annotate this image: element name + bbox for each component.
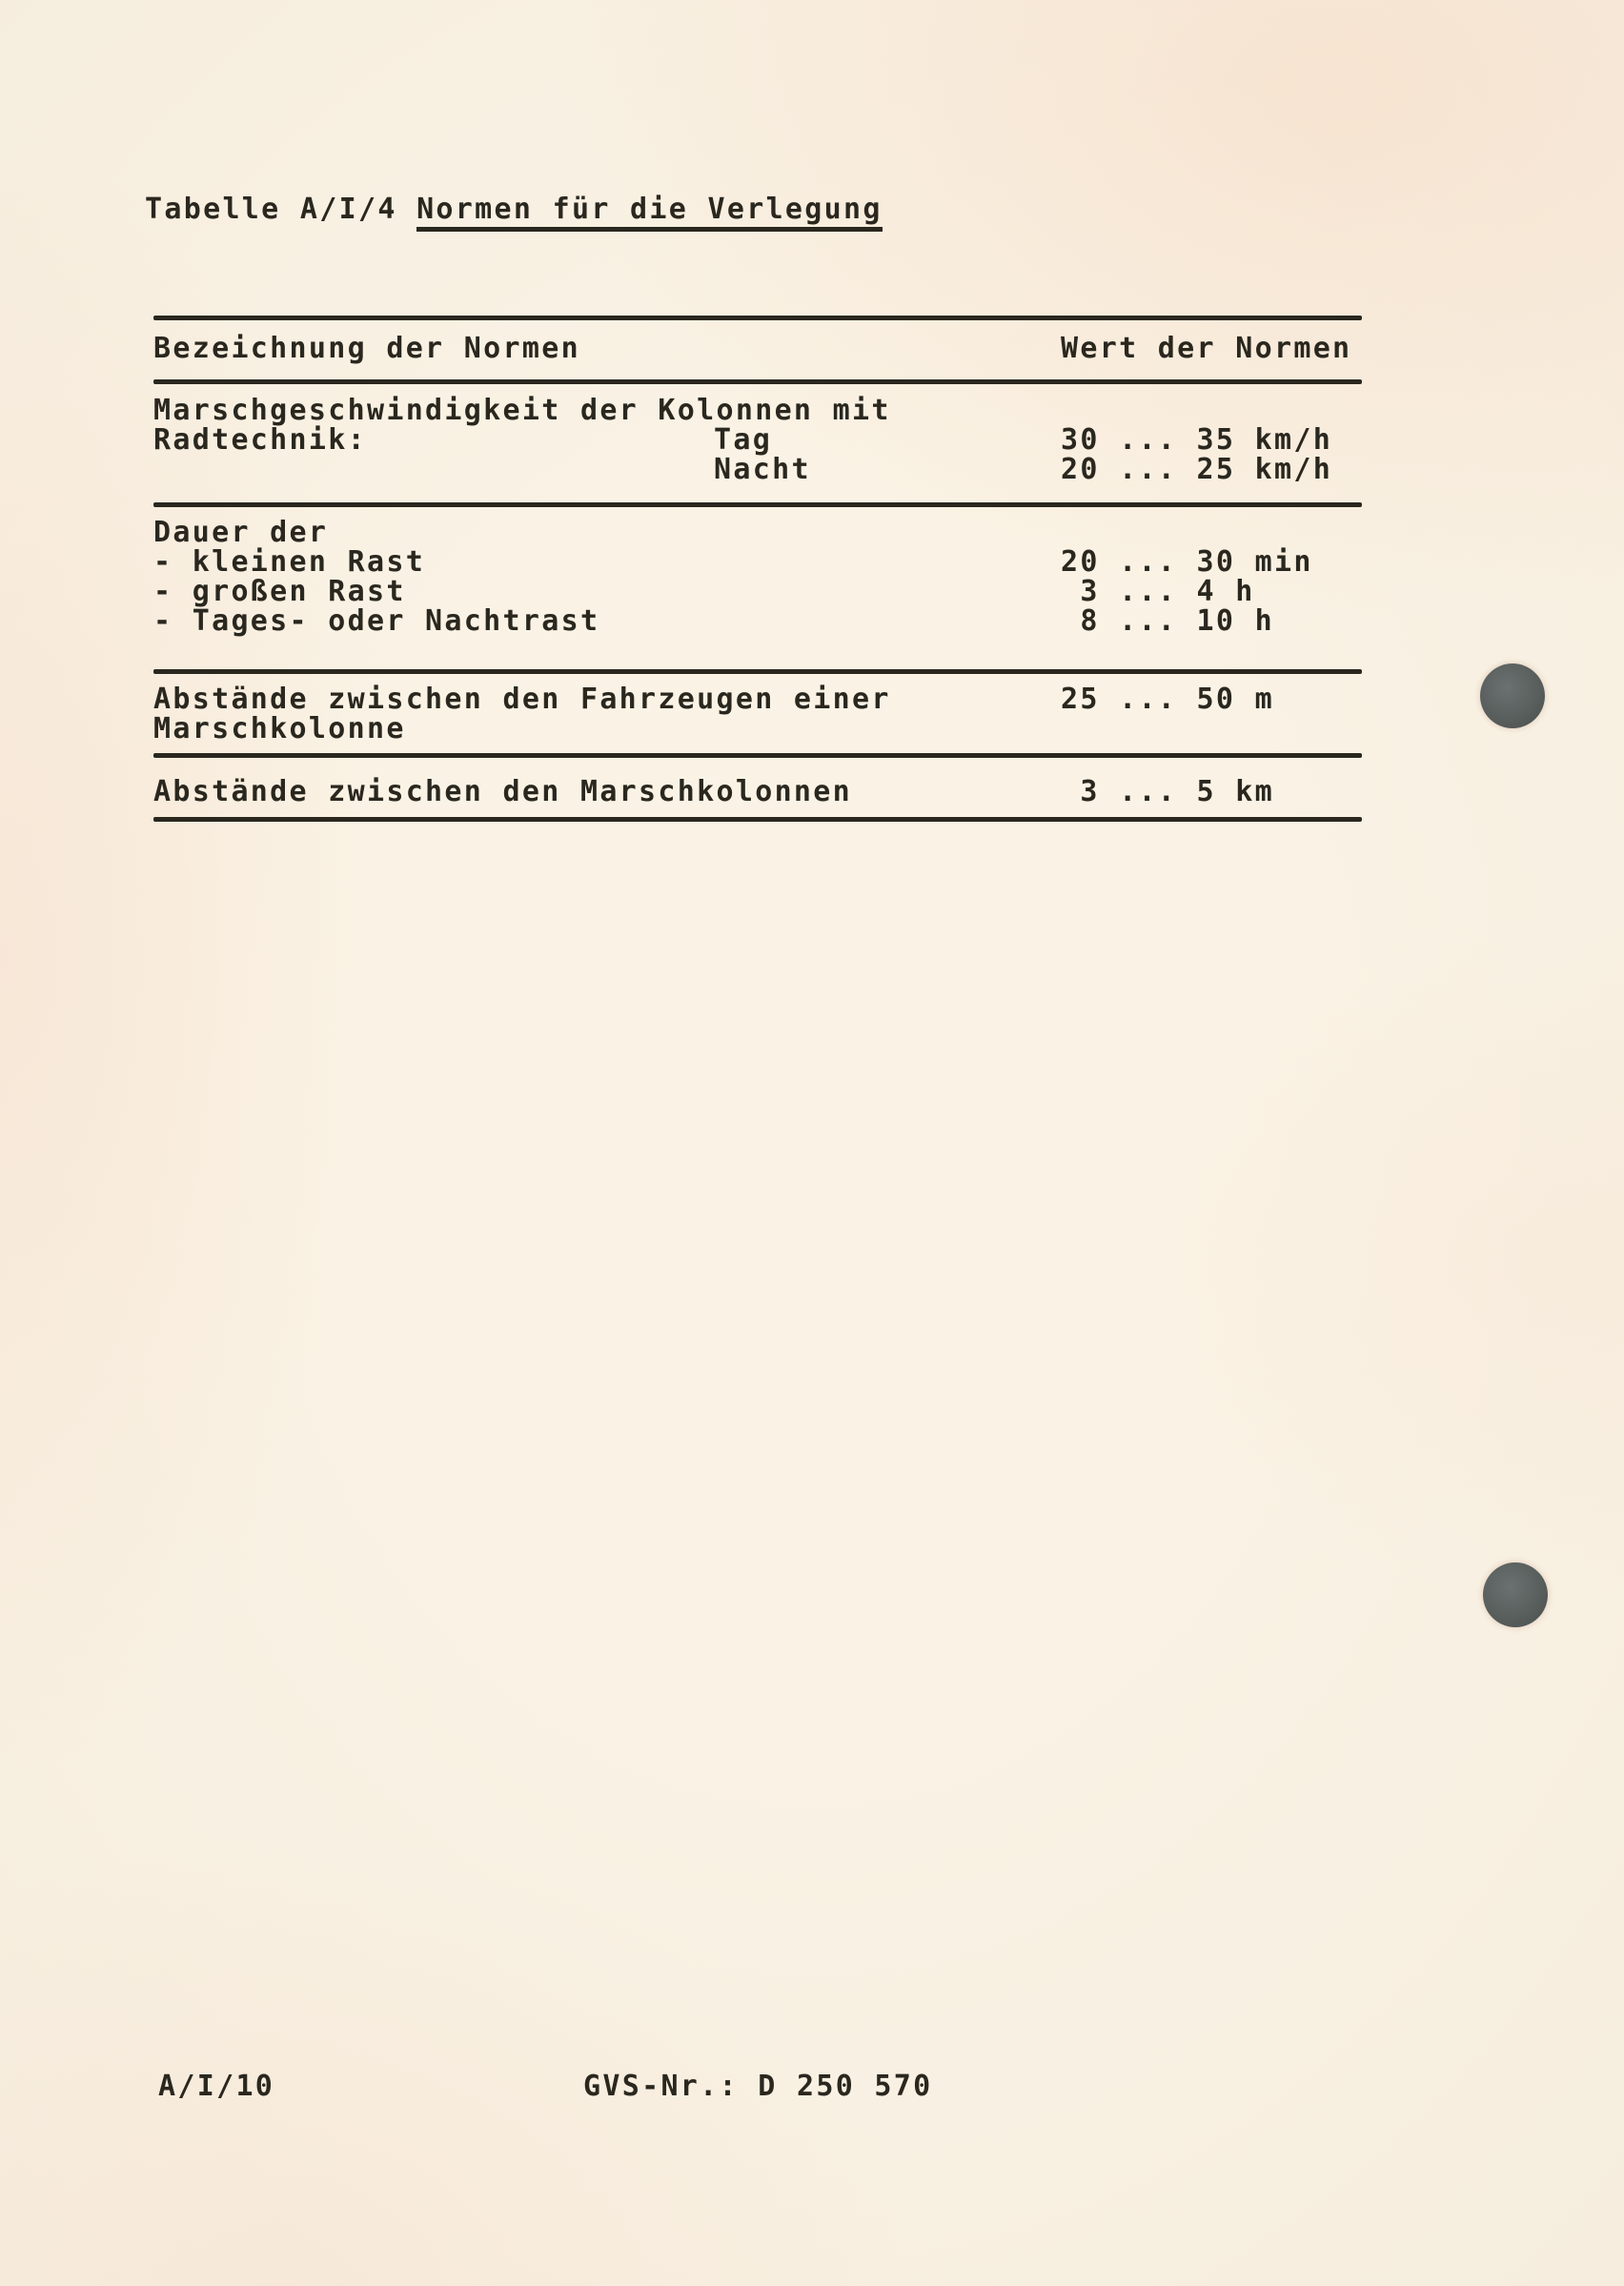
row-label: - großen Rast <box>153 575 406 608</box>
row-label: - kleinen Rast <box>153 545 426 579</box>
table-rule <box>153 669 1362 674</box>
title-underlined: Normen für die Verlegung <box>416 194 883 232</box>
table-row <box>153 777 1362 806</box>
table-rule <box>153 502 1362 507</box>
table-row <box>153 577 1362 606</box>
row-label: Dauer der <box>153 516 329 549</box>
row-label: Radtechnik: <box>153 423 367 457</box>
punch-hole-bottom <box>1483 1562 1548 1627</box>
row-sublabel: Nacht <box>714 453 811 486</box>
table-row <box>153 455 1362 484</box>
footer-page-ref: A/I/10 <box>158 2070 275 2103</box>
row-label: Marschgeschwindigkeit der Kolonnen mit <box>153 394 891 427</box>
row-value: 30 ... 35 km/h <box>1061 423 1333 457</box>
punch-hole-top <box>1480 663 1545 728</box>
table-rule <box>153 753 1362 758</box>
title-prefix: Tabelle A/I/4 <box>145 193 417 226</box>
table-row <box>153 606 1362 636</box>
row-value: 3 ... 4 h <box>1061 575 1255 608</box>
header-value-col: Wert der Normen <box>1061 332 1352 365</box>
footer-gvs-number: GVS-Nr.: D 250 570 <box>583 2070 933 2103</box>
table-header-row <box>153 334 1362 363</box>
norms-table <box>153 316 1362 825</box>
row-label: - Tages- oder Nachtrast <box>153 604 600 638</box>
table-rule-top <box>153 316 1362 320</box>
row-value: 20 ... 30 min <box>1061 545 1313 579</box>
table-rule-bottom <box>153 817 1362 822</box>
table-row <box>153 684 1362 714</box>
row-value: 3 ... 5 km <box>1061 775 1274 808</box>
row-value: 25 ... 50 m <box>1061 683 1274 716</box>
row-label: Marschkolonne <box>153 712 406 745</box>
row-label: Abstände zwischen den Fahrzeugen einer <box>153 683 891 716</box>
table-row <box>153 547 1362 577</box>
table-row <box>153 518 1362 547</box>
row-value: 8 ... 10 h <box>1061 604 1274 638</box>
row-sublabel: Tag <box>714 423 773 457</box>
table-rule-header <box>153 379 1362 384</box>
page-footer <box>158 2072 1397 2101</box>
table-row <box>153 396 1362 425</box>
table-row <box>153 425 1362 455</box>
table-row <box>153 714 1362 744</box>
row-label: Abstände zwischen den Marschkolonnen <box>153 775 853 808</box>
page-title <box>145 194 883 232</box>
header-name-col: Bezeichnung der Normen <box>153 332 580 365</box>
row-value: 20 ... 25 km/h <box>1061 453 1333 486</box>
